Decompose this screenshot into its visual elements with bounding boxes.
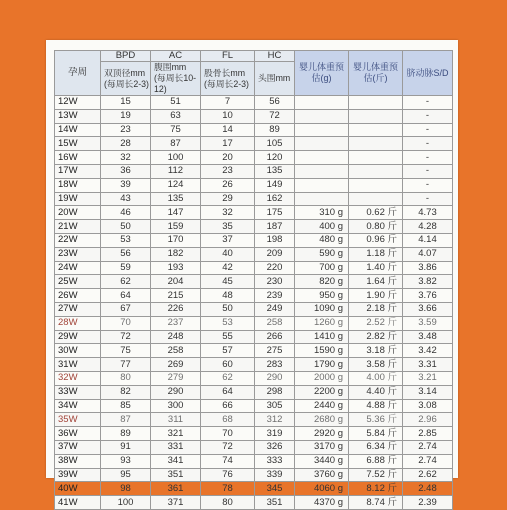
- cell-fl: 42: [201, 261, 255, 275]
- cell-bpd: 89: [101, 427, 151, 441]
- cell-sd: 4.14: [403, 233, 453, 247]
- cell-ac: 124: [151, 178, 201, 192]
- cell-wg: 3440 g: [295, 454, 349, 468]
- cell-ac: 75: [151, 123, 201, 137]
- cell-hc: 187: [255, 220, 295, 234]
- cell-wg: 700 g: [295, 261, 349, 275]
- cell-hc: 105: [255, 137, 295, 151]
- cell-bpd: 28: [101, 137, 151, 151]
- cell-hc: 120: [255, 151, 295, 165]
- cell-wg: [295, 178, 349, 192]
- cell-hc: 283: [255, 358, 295, 372]
- header-fl: FL: [201, 51, 255, 62]
- cell-bpd: 19: [101, 109, 151, 123]
- cell-wg: [295, 96, 349, 110]
- cell-ac: 341: [151, 454, 201, 468]
- table-row: [55, 440, 453, 454]
- cell-hc: 275: [255, 344, 295, 358]
- cell-ac: 361: [151, 482, 201, 496]
- cell-week: 29W: [55, 330, 101, 344]
- header-bpd-sub: 双顶径mm (每周长2-3): [101, 62, 151, 96]
- cell-wj: 5.84 斤: [349, 427, 403, 441]
- cell-hc: 312: [255, 413, 295, 427]
- cell-ac: 112: [151, 164, 201, 178]
- cell-bpd: 67: [101, 302, 151, 316]
- cell-week: 27W: [55, 302, 101, 316]
- cell-week: 12W: [55, 96, 101, 110]
- cell-ac: 321: [151, 427, 201, 441]
- cell-bpd: 32: [101, 151, 151, 165]
- cell-wg: 3170 g: [295, 440, 349, 454]
- table-row: [55, 344, 453, 358]
- cell-wg: 820 g: [295, 275, 349, 289]
- cell-bpd: 80: [101, 371, 151, 385]
- cell-wj: [349, 123, 403, 137]
- cell-sd: 3.82: [403, 275, 453, 289]
- cell-wj: 4.40 斤: [349, 385, 403, 399]
- cell-hc: 135: [255, 164, 295, 178]
- cell-fl: 80: [201, 496, 255, 510]
- cell-week: 14W: [55, 123, 101, 137]
- table-row: [55, 468, 453, 482]
- cell-bpd: 82: [101, 385, 151, 399]
- table-row: [55, 151, 453, 165]
- cell-wj: [349, 109, 403, 123]
- cell-week: 35W: [55, 413, 101, 427]
- cell-bpd: 62: [101, 275, 151, 289]
- cell-wg: 2000 g: [295, 371, 349, 385]
- cell-wg: 400 g: [295, 220, 349, 234]
- cell-wg: [295, 151, 349, 165]
- cell-sd: 3.48: [403, 330, 453, 344]
- table-row: [55, 261, 453, 275]
- header-fl-sub: 股骨长mm (每周长2-3): [201, 62, 255, 96]
- table-row: [55, 413, 453, 427]
- cell-wg: 310 g: [295, 206, 349, 220]
- cell-week: 39W: [55, 468, 101, 482]
- cell-fl: 76: [201, 468, 255, 482]
- cell-bpd: 53: [101, 233, 151, 247]
- cell-wg: 1410 g: [295, 330, 349, 344]
- cell-week: 23W: [55, 247, 101, 261]
- header-ac-sub: 腹围mm (每周长10-12): [151, 62, 201, 96]
- table-row: [55, 220, 453, 234]
- cell-ac: 215: [151, 289, 201, 303]
- table-row: [55, 496, 453, 510]
- table-row: [55, 371, 453, 385]
- table-row: [55, 123, 453, 137]
- cell-fl: 32: [201, 206, 255, 220]
- cell-sd: 2.85: [403, 427, 453, 441]
- cell-hc: 266: [255, 330, 295, 344]
- table-row: [55, 289, 453, 303]
- cell-fl: 68: [201, 413, 255, 427]
- cell-sd: 3.42: [403, 344, 453, 358]
- cell-week: 37W: [55, 440, 101, 454]
- table-row: [55, 96, 453, 110]
- cell-sd: -: [403, 96, 453, 110]
- cell-wg: 950 g: [295, 289, 349, 303]
- cell-bpd: 93: [101, 454, 151, 468]
- cell-wg: 2920 g: [295, 427, 349, 441]
- cell-wg: 480 g: [295, 233, 349, 247]
- cell-bpd: 72: [101, 330, 151, 344]
- cell-fl: 62: [201, 371, 255, 385]
- cell-fl: 45: [201, 275, 255, 289]
- cell-hc: 89: [255, 123, 295, 137]
- header-weight-jin: 婴儿体重预估(斤): [349, 51, 403, 96]
- cell-sd: 3.86: [403, 261, 453, 275]
- cell-sd: 4.07: [403, 247, 453, 261]
- header-hc: HC: [255, 51, 295, 62]
- header-bpd: BPD: [101, 51, 151, 62]
- cell-fl: 55: [201, 330, 255, 344]
- cell-wj: 6.34 斤: [349, 440, 403, 454]
- cell-week: 31W: [55, 358, 101, 372]
- cell-week: 34W: [55, 399, 101, 413]
- cell-bpd: 50: [101, 220, 151, 234]
- cell-ac: 170: [151, 233, 201, 247]
- cell-wj: 4.00 斤: [349, 371, 403, 385]
- cell-wg: 2680 g: [295, 413, 349, 427]
- cell-bpd: 15: [101, 96, 151, 110]
- cell-sd: 3.66: [403, 302, 453, 316]
- cell-sd: 2.39: [403, 496, 453, 510]
- cell-hc: 290: [255, 371, 295, 385]
- cell-fl: 40: [201, 247, 255, 261]
- cell-sd: 4.28: [403, 220, 453, 234]
- cell-fl: 10: [201, 109, 255, 123]
- fetal-growth-table: [54, 50, 453, 510]
- cell-ac: 371: [151, 496, 201, 510]
- cell-hc: 298: [255, 385, 295, 399]
- cell-wg: 4060 g: [295, 482, 349, 496]
- cell-sd: 3.21: [403, 371, 453, 385]
- table-row: [55, 247, 453, 261]
- table-row: [55, 192, 453, 206]
- cell-week: 20W: [55, 206, 101, 220]
- cell-hc: 198: [255, 233, 295, 247]
- cell-wj: [349, 192, 403, 206]
- cell-wg: [295, 123, 349, 137]
- cell-bpd: 95: [101, 468, 151, 482]
- cell-hc: 72: [255, 109, 295, 123]
- table-row: [55, 358, 453, 372]
- cell-hc: 319: [255, 427, 295, 441]
- cell-wg: 1790 g: [295, 358, 349, 372]
- cell-wg: 1260 g: [295, 316, 349, 330]
- cell-bpd: 64: [101, 289, 151, 303]
- cell-ac: 258: [151, 344, 201, 358]
- cell-bpd: 98: [101, 482, 151, 496]
- cell-week: 40W: [55, 482, 101, 496]
- cell-ac: 311: [151, 413, 201, 427]
- table-row: [55, 275, 453, 289]
- cell-week: 25W: [55, 275, 101, 289]
- cell-hc: 220: [255, 261, 295, 275]
- cell-bpd: 85: [101, 399, 151, 413]
- table-row: [55, 330, 453, 344]
- cell-fl: 60: [201, 358, 255, 372]
- cell-fl: 35: [201, 220, 255, 234]
- cell-week: 19W: [55, 192, 101, 206]
- cell-wj: 0.96 斤: [349, 233, 403, 247]
- cell-fl: 66: [201, 399, 255, 413]
- cell-ac: 351: [151, 468, 201, 482]
- cell-hc: 258: [255, 316, 295, 330]
- cell-wj: 2.18 斤: [349, 302, 403, 316]
- cell-week: 38W: [55, 454, 101, 468]
- cell-wj: 4.88 斤: [349, 399, 403, 413]
- cell-hc: 239: [255, 289, 295, 303]
- cell-sd: -: [403, 123, 453, 137]
- cell-wj: 1.90 斤: [349, 289, 403, 303]
- table-row: [55, 482, 453, 496]
- cell-bpd: 75: [101, 344, 151, 358]
- header-weight-g: 婴儿体重预估(g): [295, 51, 349, 96]
- cell-bpd: 23: [101, 123, 151, 137]
- cell-hc: 249: [255, 302, 295, 316]
- cell-hc: 230: [255, 275, 295, 289]
- cell-wj: [349, 178, 403, 192]
- cell-ac: 51: [151, 96, 201, 110]
- cell-hc: 175: [255, 206, 295, 220]
- table-row: [55, 137, 453, 151]
- cell-hc: 209: [255, 247, 295, 261]
- cell-sd: -: [403, 137, 453, 151]
- cell-week: 17W: [55, 164, 101, 178]
- cell-week: 13W: [55, 109, 101, 123]
- cell-wj: 2.52 斤: [349, 316, 403, 330]
- cell-wg: 1590 g: [295, 344, 349, 358]
- table-row: [55, 454, 453, 468]
- cell-bpd: 77: [101, 358, 151, 372]
- cell-bpd: 91: [101, 440, 151, 454]
- cell-week: 16W: [55, 151, 101, 165]
- cell-ac: 300: [151, 399, 201, 413]
- cell-week: 30W: [55, 344, 101, 358]
- cell-ac: 248: [151, 330, 201, 344]
- cell-bpd: 87: [101, 413, 151, 427]
- cell-ac: 87: [151, 137, 201, 151]
- cell-fl: 17: [201, 137, 255, 151]
- table-row: [55, 109, 453, 123]
- cell-fl: 53: [201, 316, 255, 330]
- cell-fl: 72: [201, 440, 255, 454]
- cell-fl: 70: [201, 427, 255, 441]
- cell-wg: 590 g: [295, 247, 349, 261]
- cell-wj: 8.12 斤: [349, 482, 403, 496]
- cell-ac: 100: [151, 151, 201, 165]
- cell-bpd: 36: [101, 164, 151, 178]
- cell-fl: 23: [201, 164, 255, 178]
- cell-wj: 0.80 斤: [349, 220, 403, 234]
- cell-wj: 1.40 斤: [349, 261, 403, 275]
- cell-week: 26W: [55, 289, 101, 303]
- cell-sd: -: [403, 151, 453, 165]
- cell-wj: 3.58 斤: [349, 358, 403, 372]
- cell-wg: 3760 g: [295, 468, 349, 482]
- table-row: [55, 302, 453, 316]
- cell-fl: 20: [201, 151, 255, 165]
- cell-ac: 331: [151, 440, 201, 454]
- cell-sd: -: [403, 178, 453, 192]
- cell-ac: 269: [151, 358, 201, 372]
- cell-fl: 48: [201, 289, 255, 303]
- cell-wg: 2200 g: [295, 385, 349, 399]
- cell-week: 41W: [55, 496, 101, 510]
- cell-sd: 2.74: [403, 454, 453, 468]
- cell-fl: 14: [201, 123, 255, 137]
- cell-sd: -: [403, 164, 453, 178]
- cell-fl: 50: [201, 302, 255, 316]
- cell-bpd: 70: [101, 316, 151, 330]
- cell-ac: 226: [151, 302, 201, 316]
- cell-wg: 2440 g: [295, 399, 349, 413]
- cell-fl: 26: [201, 178, 255, 192]
- cell-ac: 182: [151, 247, 201, 261]
- table-paper: [46, 40, 458, 508]
- cell-bpd: 56: [101, 247, 151, 261]
- cell-wj: 1.64 斤: [349, 275, 403, 289]
- cell-ac: 290: [151, 385, 201, 399]
- cell-wg: [295, 164, 349, 178]
- cell-wg: [295, 192, 349, 206]
- cell-wj: 8.74 斤: [349, 496, 403, 510]
- cell-ac: 147: [151, 206, 201, 220]
- cell-sd: -: [403, 109, 453, 123]
- cell-hc: 345: [255, 482, 295, 496]
- cell-ac: 63: [151, 109, 201, 123]
- cell-wj: [349, 137, 403, 151]
- cell-sd: 3.31: [403, 358, 453, 372]
- cell-wg: [295, 137, 349, 151]
- cell-wj: 3.18 斤: [349, 344, 403, 358]
- table-body: [55, 96, 453, 510]
- cell-hc: 162: [255, 192, 295, 206]
- cell-week: 22W: [55, 233, 101, 247]
- cell-bpd: 59: [101, 261, 151, 275]
- cell-wg: 1090 g: [295, 302, 349, 316]
- cell-bpd: 43: [101, 192, 151, 206]
- cell-sd: 3.14: [403, 385, 453, 399]
- cell-sd: 2.48: [403, 482, 453, 496]
- header-sd: 脐动脉S/D: [403, 51, 453, 96]
- table-row: [55, 316, 453, 330]
- cell-hc: 56: [255, 96, 295, 110]
- cell-ac: 159: [151, 220, 201, 234]
- cell-wj: 7.52 斤: [349, 468, 403, 482]
- cell-week: 32W: [55, 371, 101, 385]
- cell-ac: 204: [151, 275, 201, 289]
- cell-hc: 339: [255, 468, 295, 482]
- cell-fl: 74: [201, 454, 255, 468]
- cell-hc: 351: [255, 496, 295, 510]
- cell-week: 18W: [55, 178, 101, 192]
- cell-bpd: 39: [101, 178, 151, 192]
- cell-sd: 2.62: [403, 468, 453, 482]
- cell-sd: 2.96: [403, 413, 453, 427]
- cell-fl: 37: [201, 233, 255, 247]
- table-row: [55, 233, 453, 247]
- header-week: 孕周: [55, 51, 101, 96]
- cell-hc: 305: [255, 399, 295, 413]
- cell-sd: 2.74: [403, 440, 453, 454]
- cell-wj: [349, 151, 403, 165]
- cell-fl: 78: [201, 482, 255, 496]
- cell-ac: 237: [151, 316, 201, 330]
- cell-week: 15W: [55, 137, 101, 151]
- cell-wj: [349, 164, 403, 178]
- cell-sd: 3.08: [403, 399, 453, 413]
- table-row: [55, 427, 453, 441]
- table-row: [55, 385, 453, 399]
- table-row: [55, 178, 453, 192]
- cell-fl: 64: [201, 385, 255, 399]
- cell-sd: 3.59: [403, 316, 453, 330]
- cell-sd: -: [403, 192, 453, 206]
- cell-ac: 135: [151, 192, 201, 206]
- cell-sd: 3.76: [403, 289, 453, 303]
- header-ac: AC: [151, 51, 201, 62]
- cell-hc: 326: [255, 440, 295, 454]
- cell-wj: 1.18 斤: [349, 247, 403, 261]
- cell-ac: 279: [151, 371, 201, 385]
- cell-wj: 2.82 斤: [349, 330, 403, 344]
- cell-fl: 57: [201, 344, 255, 358]
- cell-wg: 4370 g: [295, 496, 349, 510]
- cell-sd: 4.73: [403, 206, 453, 220]
- cell-fl: 7: [201, 96, 255, 110]
- cell-week: 21W: [55, 220, 101, 234]
- cell-wg: [295, 109, 349, 123]
- table-row: [55, 206, 453, 220]
- table-row: [55, 164, 453, 178]
- cell-bpd: 100: [101, 496, 151, 510]
- cell-week: 33W: [55, 385, 101, 399]
- cell-hc: 149: [255, 178, 295, 192]
- cell-bpd: 46: [101, 206, 151, 220]
- table-row: [55, 399, 453, 413]
- cell-fl: 29: [201, 192, 255, 206]
- cell-ac: 193: [151, 261, 201, 275]
- cell-wj: [349, 96, 403, 110]
- cell-wj: 5.36 斤: [349, 413, 403, 427]
- cell-wj: 0.62 斤: [349, 206, 403, 220]
- cell-week: 28W: [55, 316, 101, 330]
- cell-week: 36W: [55, 427, 101, 441]
- cell-week: 24W: [55, 261, 101, 275]
- header-hc-sub: 头围mm: [255, 62, 295, 96]
- cell-wj: 6.88 斤: [349, 454, 403, 468]
- cell-hc: 333: [255, 454, 295, 468]
